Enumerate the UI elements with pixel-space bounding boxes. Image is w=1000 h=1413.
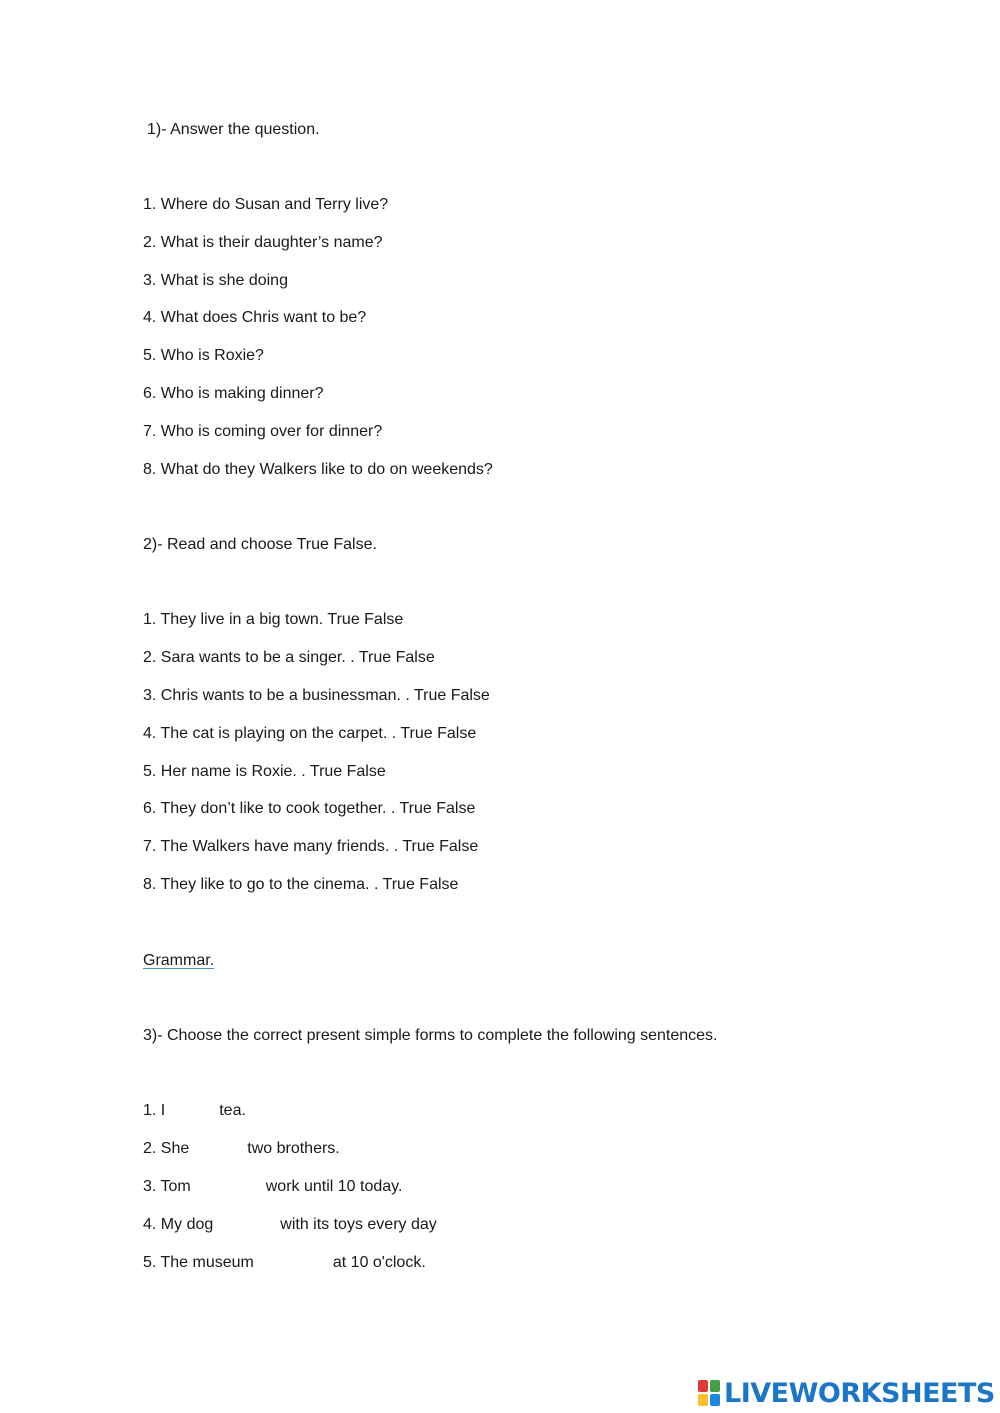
sentence-start: 1. I: [143, 1102, 166, 1119]
sentence-start: 4. My dog: [143, 1216, 214, 1233]
logo-block-yellow: [698, 1394, 708, 1406]
logo-block-blue: [710, 1394, 720, 1406]
section3-heading: 3)- Choose the correct present simple forms to complete the following sentences.: [143, 1027, 718, 1044]
sentence-start: 5. The museum: [143, 1254, 254, 1271]
sentence-end: tea.: [219, 1102, 246, 1119]
fill-in-sentence: [143, 1215, 437, 1235]
true-false-item: 4. The cat is playing on the carpet. . True False: [143, 725, 477, 742]
true-false-item: 5. Her name is Roxie. . True False: [143, 763, 386, 780]
question-item: 8. What do they Walkers like to do on weekends?: [143, 461, 493, 478]
true-false-item: 1. They live in a big town. True False: [143, 611, 404, 628]
fill-in-sentence: [143, 1253, 426, 1273]
logo-blocks-icon: [698, 1380, 720, 1406]
true-false-item: 2. Sara wants to be a singer. . True False: [143, 649, 435, 666]
question-item: 5. Who is Roxie?: [143, 347, 264, 364]
question-item: 2. What is their daughter’s name?: [143, 234, 383, 251]
true-false-item: 8. They like to go to the cinema. . True False: [143, 876, 459, 893]
question-item: 3. What is she doing: [143, 272, 288, 289]
logo-block-red: [698, 1380, 708, 1392]
logo-block-green: [710, 1380, 720, 1392]
grammar-title: Grammar.: [143, 952, 215, 969]
fill-in-sentence: [143, 1101, 246, 1121]
sentence-start: 2. She: [143, 1140, 190, 1157]
question-item: 6. Who is making dinner?: [143, 385, 324, 402]
sentence-end: at 10 o'clock.: [332, 1254, 426, 1271]
sentence-start: 3. Tom: [143, 1178, 191, 1195]
sentence-end: with its toys every day: [280, 1216, 437, 1233]
true-false-item: 3. Chris wants to be a businessman. . True False: [143, 687, 490, 704]
sentence-end: two brothers.: [247, 1140, 340, 1157]
section1-heading: 1)- Answer the question.: [147, 121, 320, 138]
fill-in-sentence: [143, 1177, 402, 1197]
true-false-item: 6. They don’t like to cook together. . True False: [143, 800, 476, 817]
fill-in-sentence: [143, 1139, 340, 1159]
sentence-end: work until 10 today.: [265, 1178, 403, 1195]
liveworksheets-logo: [698, 1377, 995, 1409]
question-item: 4. What does Chris want to be?: [143, 309, 367, 326]
question-item: 7. Who is coming over for dinner?: [143, 423, 383, 440]
section2-heading: 2)- Read and choose True False.: [143, 536, 377, 553]
question-item: 1. Where do Susan and Terry live?: [143, 196, 389, 213]
logo-text: LIVEWORKSHEETS: [724, 1377, 995, 1409]
true-false-item: 7. The Walkers have many friends. . True False: [143, 838, 479, 855]
